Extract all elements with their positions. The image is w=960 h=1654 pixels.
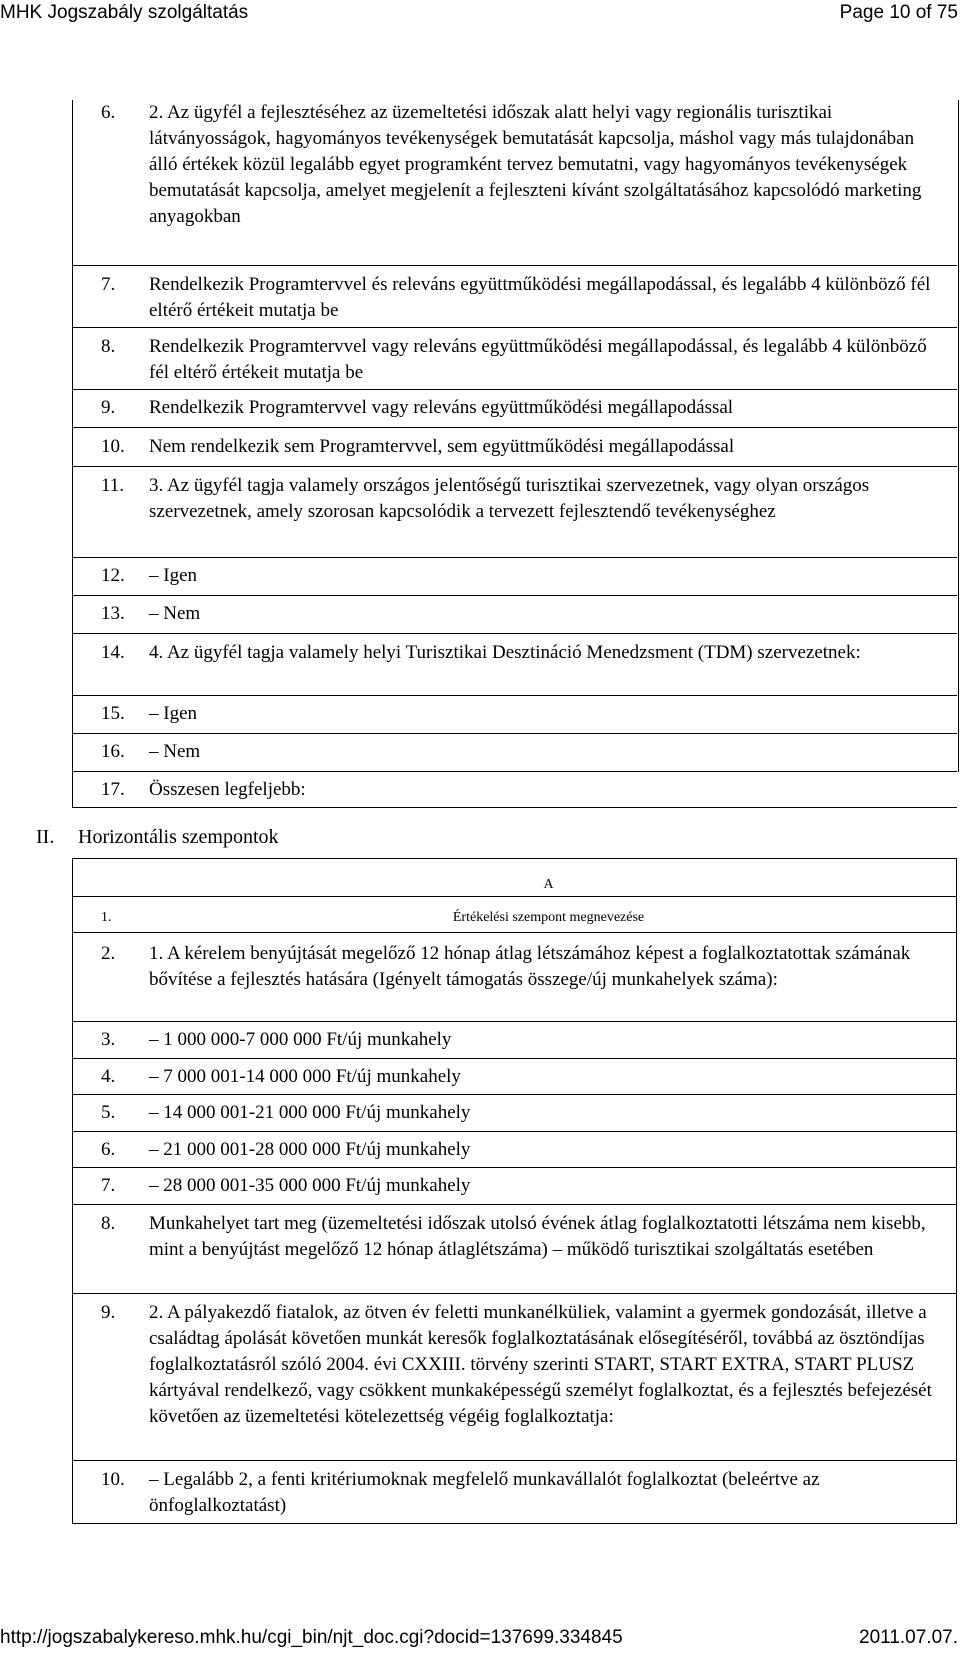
row-text: – Nem — [149, 603, 201, 624]
table-row — [73, 596, 957, 634]
row-number: 4. — [101, 1066, 116, 1087]
row-number: 12. — [101, 565, 125, 586]
section-title: Horizontális szempontok — [78, 826, 279, 848]
header-criterion-name: Értékelési szempont megnevezése — [452, 910, 645, 925]
horizontal-criteria-table — [72, 858, 957, 1524]
table-row — [73, 634, 957, 696]
row-text: Nem rendelkezik sem Programtervvel, sem együttműködési megállapodással — [149, 436, 735, 457]
criteria-table — [72, 100, 957, 808]
table-row — [73, 1205, 957, 1294]
table-row — [73, 1095, 957, 1132]
row-number: 10. — [101, 1469, 125, 1490]
row-number: 15. — [101, 703, 125, 724]
table-row — [73, 390, 957, 428]
footer-url: http://jogszabalykereso.mhk.hu/cgi_bin/njt_doc.cgi?docid=137699.334845 — [0, 1627, 623, 1648]
table-row — [73, 734, 957, 772]
page-footer — [0, 1627, 960, 1651]
row-number: 9. — [101, 397, 116, 418]
table-row — [73, 1132, 957, 1168]
row-text: Rendelkezik Programtervvel vagy releváns együttműködési megállapodással — [149, 397, 734, 418]
row-number: 6. — [101, 102, 116, 123]
table-row — [73, 1022, 957, 1059]
row-number: 8. — [101, 1213, 116, 1234]
row-text: 2. Az ügyfél a fejlesztéséhez az üzemeltetési időszak alatt helyi vagy regionális turisztikai látványosságok, hagyományos tevékenységek bemutatását kapcsolja, máshol vagy más tulajdonában álló értékek közül legalább egyet programként tervez bemutatni, vagy hagyományos tevékenységek bemutatását kapcsolja, amelyet megjelenít a fejleszteni kívánt szolgáltatásához kapcsolódó marketing anyagokban — [149, 102, 922, 227]
row-number: 11. — [101, 475, 125, 496]
row-text: – Igen — [149, 565, 198, 586]
table-row — [73, 1461, 957, 1524]
row-number: 5. — [101, 1102, 116, 1123]
row-text: – 14 000 001-21 000 000 Ft/új munkahely — [149, 1102, 471, 1123]
row-text: 4. Az ügyfél tagja valamely helyi Turisztikai Desztináció Menedzsment (TDM) szervezetnek: — [149, 642, 861, 663]
section-roman-numeral: II. — [36, 826, 55, 848]
row-number: 13. — [101, 603, 125, 624]
page-header — [0, 2, 960, 26]
column-letter-spacer — [73, 859, 149, 896]
row-text: Összesen legfeljebb: — [149, 779, 306, 800]
table-row — [73, 428, 957, 467]
table-row — [73, 772, 957, 808]
table-row — [73, 1168, 957, 1205]
table-row — [73, 266, 957, 328]
row-number: 2. — [101, 943, 116, 964]
row-text: – 21 000 001-28 000 000 Ft/új munkahely — [149, 1139, 471, 1160]
row-number: 7. — [101, 274, 116, 295]
table-row — [73, 328, 957, 390]
row-text: 1. A kérelem benyújtását megelőző 12 hónap átlag létszámához képest a foglalkoztatottak számának bővítése a fejlesztés hatására (Igényelt támogatás összege/új munkahelyek száma): — [149, 943, 911, 990]
table-row — [73, 933, 957, 1022]
row-text: – 28 000 001-35 000 000 Ft/új munkahely — [149, 1175, 471, 1196]
table-header-row — [73, 897, 957, 933]
row-text: Munkahelyet tart meg (üzemeltetési időszak utolsó évének átlag foglalkoztatotti létszáma nem kisebb, mint a benyújtást megelőző 12 hónap átlaglétszáma) – működő turisztikai szolgáltatás esetében — [149, 1213, 926, 1260]
table-row — [73, 100, 957, 266]
header-page-number: Page 10 of 75 — [839, 2, 958, 23]
column-letter-row — [73, 859, 957, 897]
table-row — [73, 1059, 957, 1095]
table-row — [73, 696, 957, 734]
row-number: 16. — [101, 741, 125, 762]
header-row-number: 1. — [101, 910, 112, 925]
table-row — [73, 558, 957, 596]
row-text: – 7 000 001-14 000 000 Ft/új munkahely — [149, 1066, 461, 1087]
row-number: 3. — [101, 1029, 116, 1050]
column-letter: A — [543, 877, 554, 892]
row-number: 17. — [101, 779, 125, 800]
table-row — [73, 467, 957, 558]
row-text: – 1 000 000-7 000 000 Ft/új munkahely — [149, 1029, 452, 1050]
row-text: – Nem — [149, 741, 201, 762]
table-row — [73, 1294, 957, 1461]
row-text: Rendelkezik Programtervvel vagy releváns együttműködési megállapodással, és legalább 4 különböző fél eltérő értékeit mutatja be — [149, 336, 927, 383]
footer-date: 2011.07.07. — [859, 1627, 958, 1648]
row-number: 8. — [101, 336, 116, 357]
row-text: – Igen — [149, 703, 198, 724]
row-number: 6. — [101, 1139, 116, 1160]
row-number: 10. — [101, 436, 125, 457]
row-number: 7. — [101, 1175, 116, 1196]
row-text: – Legalább 2, a fenti kritériumoknak megfelelő munkavállalót foglalkoztat (beleértve az önfoglalkoztatást) — [149, 1469, 820, 1516]
row-number: 9. — [101, 1302, 116, 1323]
row-text: 2. A pályakezdő fiatalok, az ötven év feletti munkanélküliek, valamint a gyermek gondozását, illetve a családtag ápolását követően munkát keresők foglalkoztatásának elősegítéséről, továbbá az ösztöndíjas foglalkoztatásról szóló 2004. évi CXXIII. törvény szerinti START, START EXTRA, START PLUSZ kártyával rendelkező, vagy csökkent munkaképességű személyt foglalkoztat, és a fejlesztés befejezését követően az üzemeltetési kötelezettség végéig foglalkoztatja: — [149, 1302, 932, 1427]
row-text: Rendelkezik Programtervvel és releváns együttműködési megállapodással, és legalább 4 különböző fél eltérő értékeit mutatja be — [149, 274, 931, 321]
section-heading — [36, 824, 279, 850]
row-number: 14. — [101, 642, 125, 663]
row-text: 3. Az ügyfél tagja valamely országos jelentőségű turisztikai szervezetnek, vagy olyan országos szervezetnek, amely szorosan kapcsolódik a tervezett fejlesztendő tevékenységhez — [149, 475, 870, 522]
header-site-title: MHK Jogszabály szolgáltatás — [0, 2, 249, 23]
